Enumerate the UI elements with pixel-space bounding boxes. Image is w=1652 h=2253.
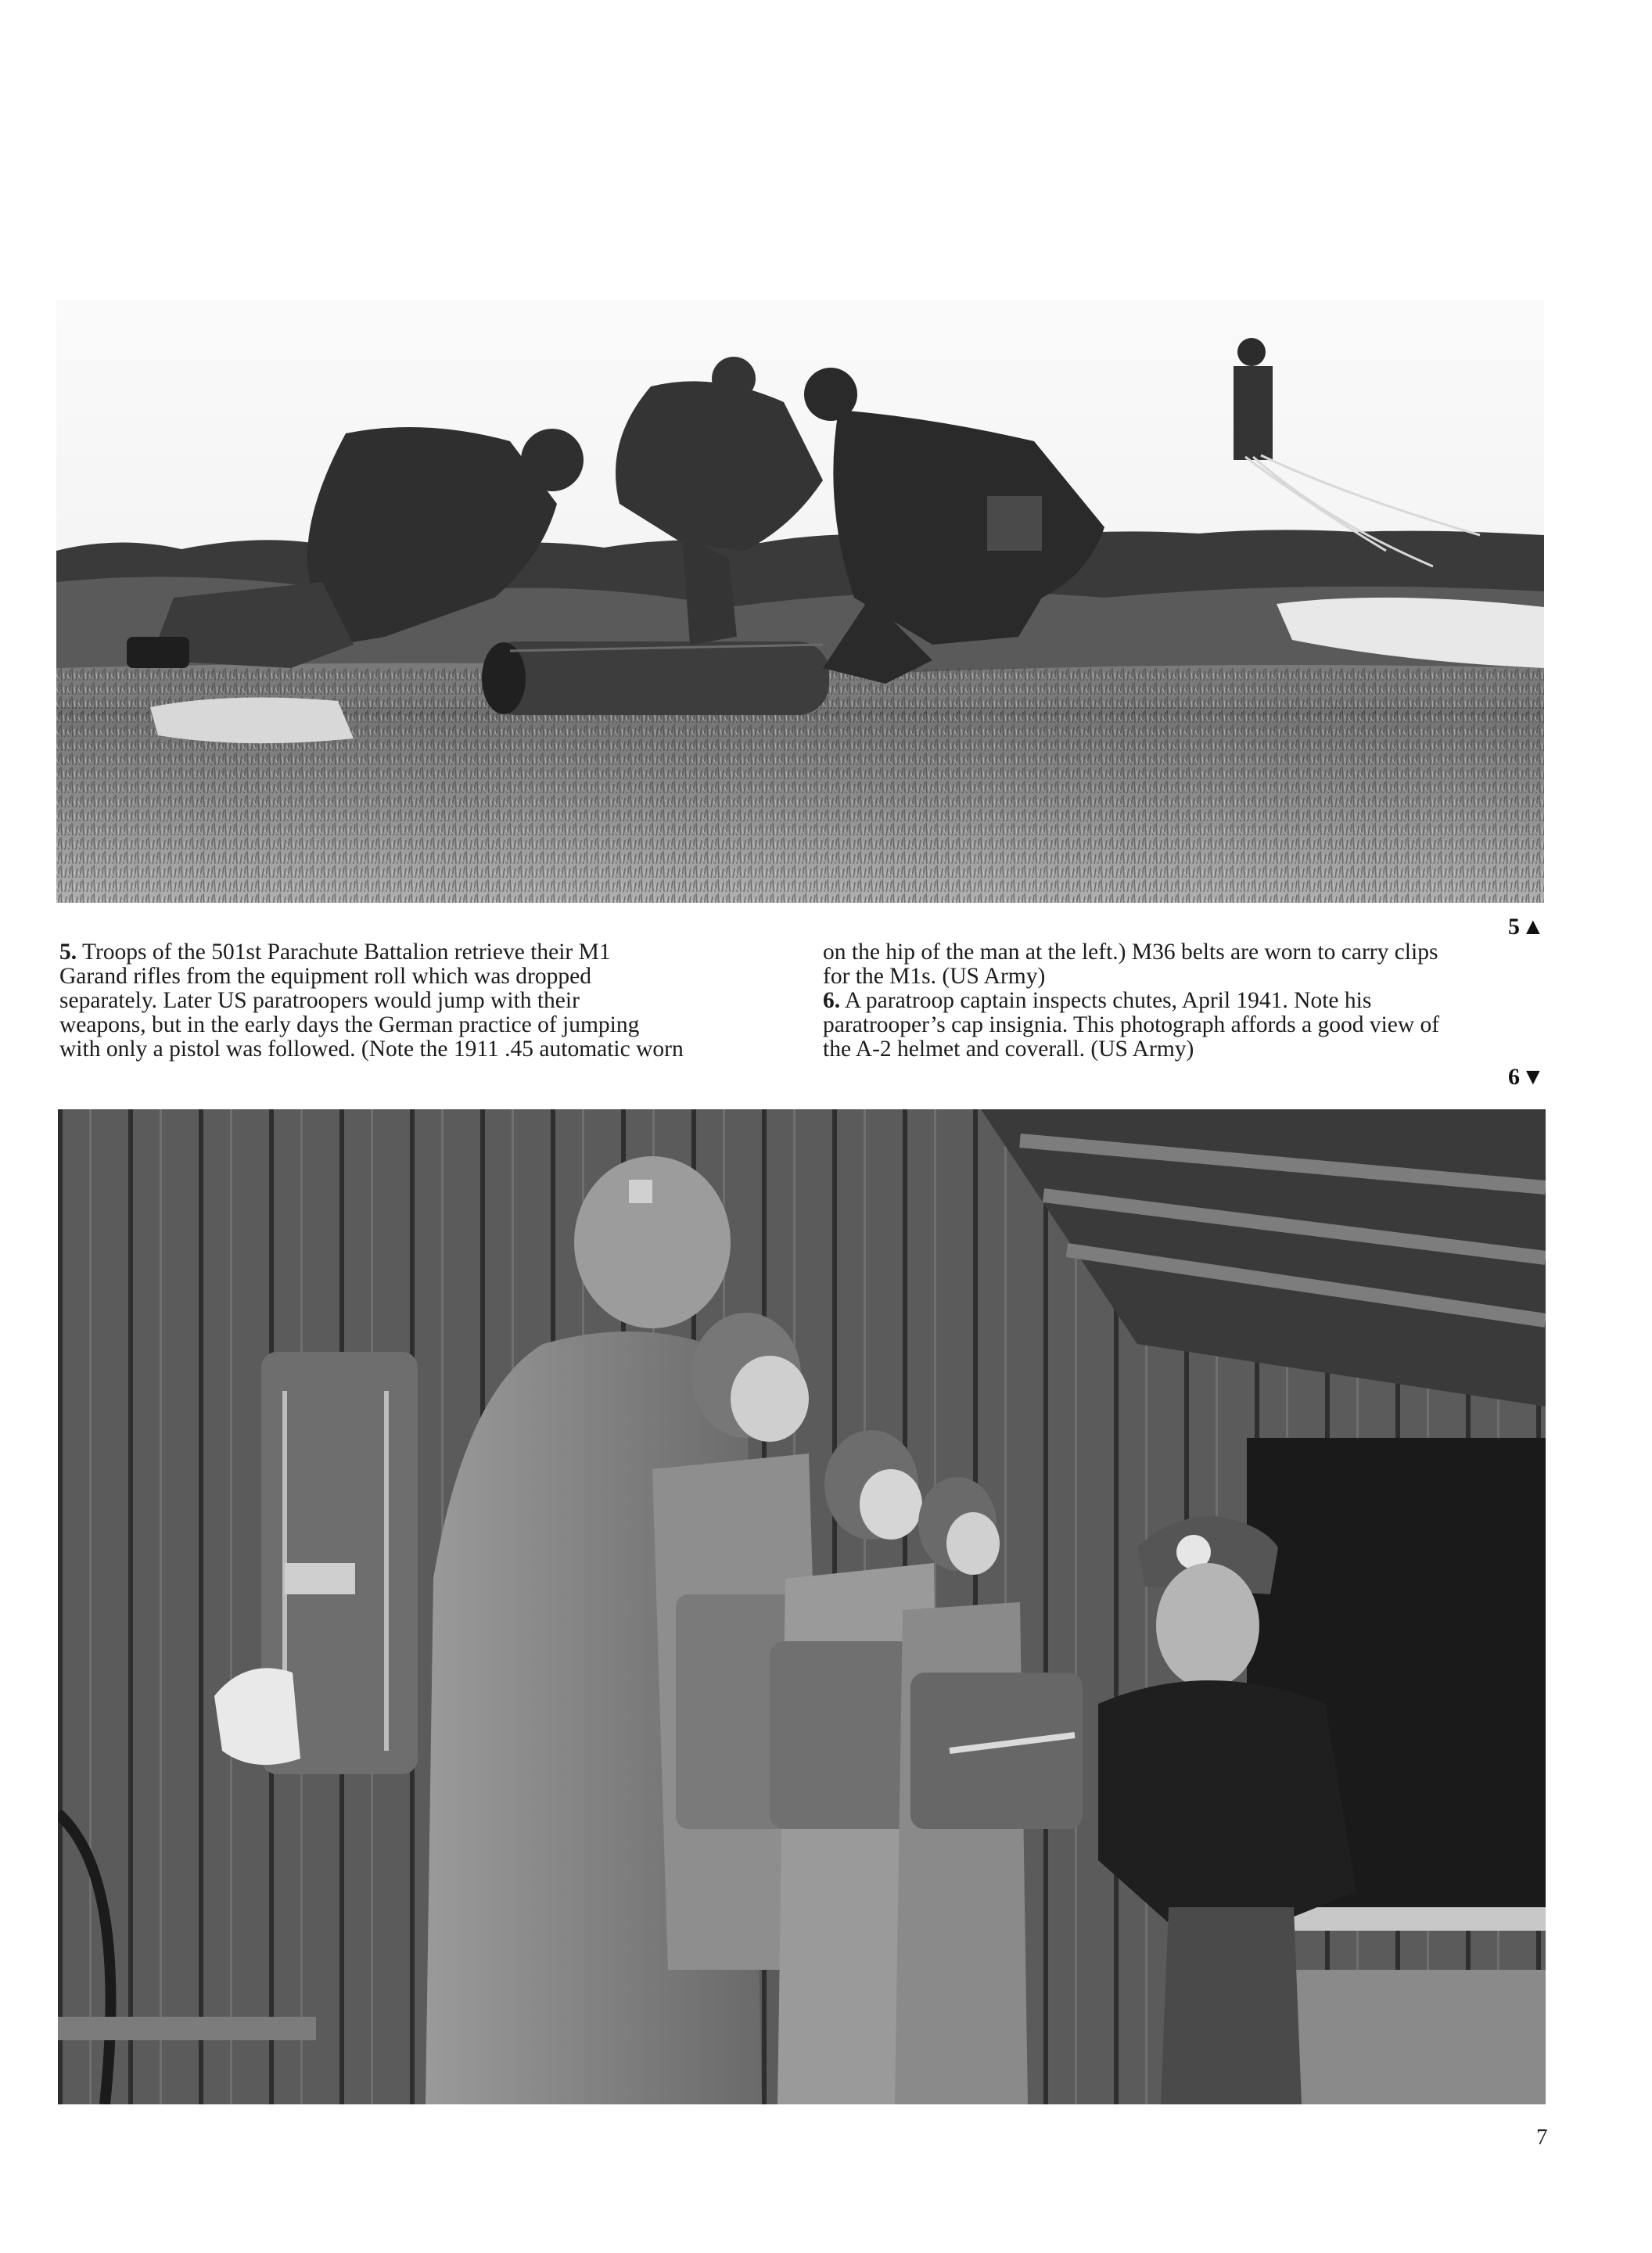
caption-5-line-7: for the M1s. (US Army) — [823, 964, 1046, 989]
caption-6-line-1: 6. A paratroop captain inspects chutes, April 1941. Note his — [823, 988, 1372, 1013]
caption-continued — [823, 940, 1546, 1062]
caption-5-line-6: on the hip of the man at the left.) M36 belts are worn to carry clips — [823, 940, 1438, 965]
equipment-roll — [482, 641, 829, 715]
photo-5-marker: 5▲ — [1508, 914, 1545, 940]
photo-5-image — [56, 300, 1544, 903]
caption-6-line-3: the A-2 helmet and coverall. (US Army) — [823, 1037, 1194, 1062]
caption-6-number: 6. — [823, 988, 841, 1013]
up-triangle-icon: ▲ — [1521, 914, 1545, 940]
caption-5-line-4: weapons, but in the early days the German practice of jumping — [59, 1012, 640, 1037]
down-triangle-icon: ▼ — [1521, 1064, 1545, 1090]
caption-5 — [59, 940, 795, 1062]
caption-5-line-2: Garand rifles from the equipment roll which was dropped — [59, 964, 591, 989]
caption-6-line-2: paratrooper’s cap insignia. This photograph affords a good view of — [823, 1012, 1440, 1037]
caption-5-line-5: with only a pistol was followed. (Note the 1911 .45 automatic worn — [59, 1037, 684, 1062]
photo-6-marker: 6▼ — [1508, 1064, 1545, 1090]
photo-5 — [56, 300, 1544, 903]
caption-5-line-1: 5. Troops of the 501st Parachute Battalion retrieve their M1 — [59, 940, 611, 965]
caption-5-number: 5. — [59, 940, 77, 965]
caption-5-line-3: separately. Later US paratroopers would jump with their — [59, 988, 580, 1013]
page-number: 7 — [1536, 2125, 1548, 2150]
photo-6 — [58, 1109, 1546, 2104]
photo-6-image — [58, 1109, 1546, 2104]
